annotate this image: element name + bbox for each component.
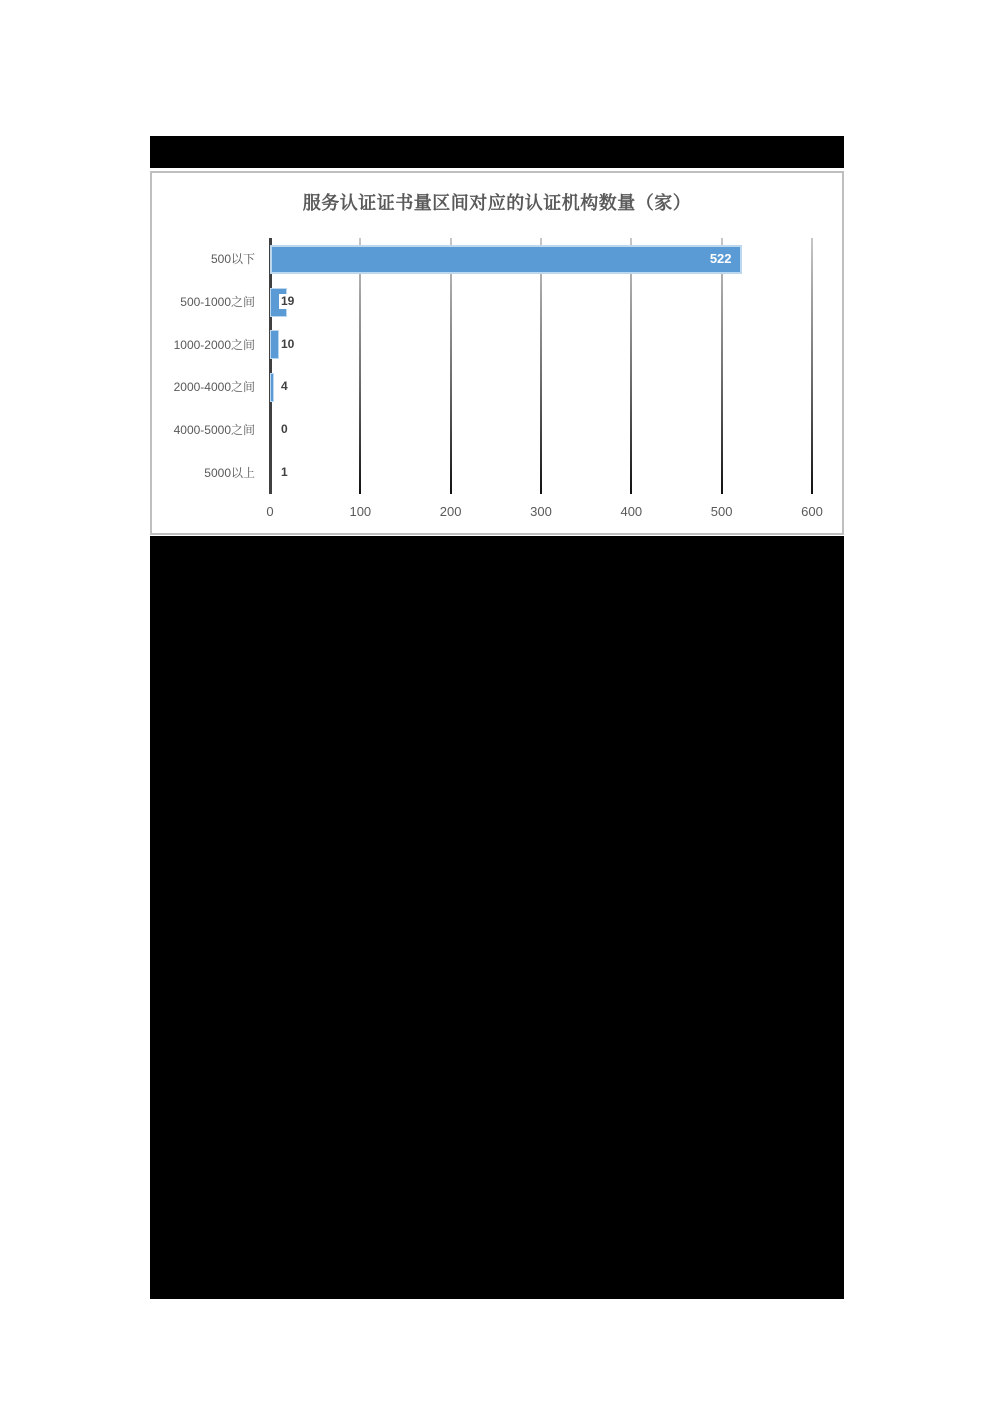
x-gridline [630, 238, 632, 494]
category-label: 500-1000之间 [180, 295, 255, 309]
redacted-header-block [150, 136, 844, 168]
x-tick-label: 300 [530, 504, 552, 519]
bar-value-label: 19 [281, 294, 295, 308]
x-gridline [540, 238, 542, 494]
x-gridline [359, 238, 361, 494]
bar-value-label: 4 [281, 379, 288, 394]
chart-title: 服务认证证书量区间对应的认证机构数量（家） [302, 193, 692, 213]
x-gridline [811, 238, 813, 494]
category-label: 5000以上 [204, 465, 255, 480]
category-label: 500以下 [210, 252, 255, 267]
bar-value-label: 10 [281, 336, 295, 351]
x-tick-label: 500 [710, 504, 733, 519]
bar-value-label: 1 [281, 464, 288, 479]
x-gridline [450, 238, 452, 494]
bar [270, 373, 274, 402]
redacted-body-block [150, 536, 844, 1299]
bar-value-label: 522 [709, 251, 732, 267]
category-label: 4000-5000之间 [173, 423, 255, 437]
x-tick-label: 200 [439, 504, 462, 519]
category-label: 1000-2000之间 [173, 337, 255, 352]
chart-panel [150, 171, 844, 535]
x-gridline [721, 238, 723, 494]
x-tick-label: 400 [620, 504, 643, 519]
bar [270, 330, 279, 359]
x-tick-label: 100 [349, 504, 372, 519]
category-label: 2000-4000之间 [173, 380, 255, 395]
x-tick-label: 600 [801, 504, 823, 519]
bar-value-label: 0 [281, 422, 288, 436]
category-axis-line [269, 238, 272, 494]
x-tick-label: 0 [266, 504, 274, 519]
